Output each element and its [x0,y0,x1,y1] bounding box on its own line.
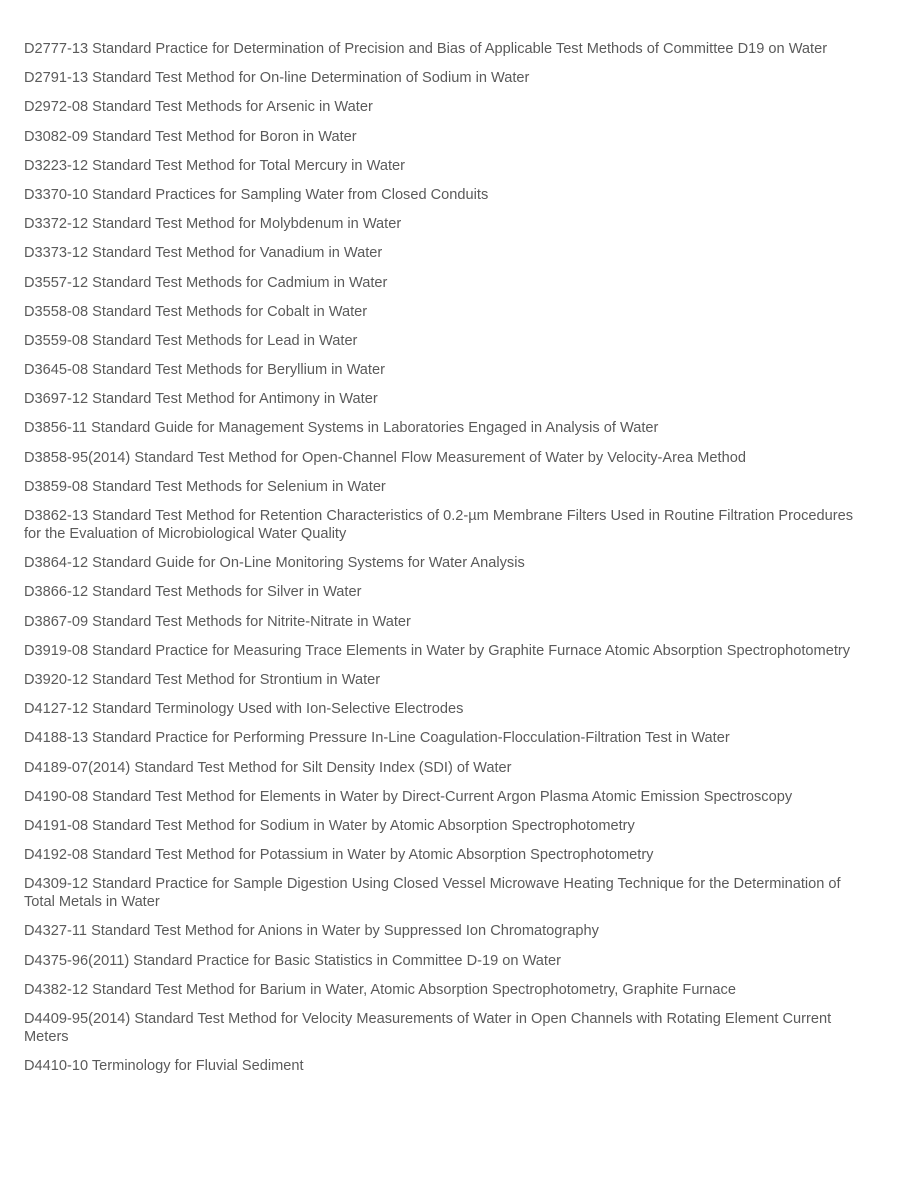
list-item: D3919-08 Standard Practice for Measuring Trace Elements in Water by Graphite Furnace Atomic Absorption Spectrophotometry [24,642,851,659]
list-item: D3372-12 Standard Test Method for Molybdenum in Water [24,216,402,233]
list-item: D2791-13 Standard Test Method for On-line Determination of Sodium in Water [24,70,530,87]
list-item: D4192-08 Standard Test Method for Potassium in Water by Atomic Absorption Spectrophotometry [24,847,654,864]
list-item: D3373-12 Standard Test Method for Vanadium in Water [24,245,383,262]
list-item: D2972-08 Standard Test Methods for Arsenic in Water [24,99,373,116]
list-item: D3370-10 Standard Practices for Sampling Water from Closed Conduits [24,186,489,203]
list-item: D4188-13 Standard Practice for Performing Pressure In-Line Coagulation-Flocculation-Filtration Test in Water [24,730,730,747]
list-item: D3856-11 Standard Guide for Management Systems in Laboratories Engaged in Analysis of Water [24,420,659,437]
standards-list [24,40,874,1075]
list-item: D3082-09 Standard Test Method for Boron in Water [24,128,357,145]
list-item: D3867-09 Standard Test Methods for Nitrite-Nitrate in Water [24,613,411,630]
list-item: D4410-10 Terminology for Fluvial Sediment [24,1058,304,1075]
document-page [24,40,874,1086]
list-item: D4327-11 Standard Test Method for Anions in Water by Suppressed Ion Chromatography [24,923,599,940]
list-item: D3864-12 Standard Guide for On-Line Monitoring Systems for Water Analysis [24,555,525,572]
list-item: D4191-08 Standard Test Method for Sodium in Water by Atomic Absorption Spectrophotometry [24,817,635,834]
list-item: D3858-95(2014) Standard Test Method for Open-Channel Flow Measurement of Water by Velocity-Area Method [24,449,746,466]
list-item: D3645-08 Standard Test Methods for Beryllium in Water [24,362,385,379]
list-item: D4382-12 Standard Test Method for Barium in Water, Atomic Absorption Spectrophotometry, Graphite Furnace [24,981,736,998]
list-item: D3859-08 Standard Test Methods for Selenium in Water [24,478,386,495]
list-item: D4409-95(2014) Standard Test Method for Velocity Measurements of Water in Open Channels with Rotating Element Current Meters [24,1011,832,1045]
list-item: D3697-12 Standard Test Method for Antimony in Water [24,391,378,408]
list-item: D4309-12 Standard Practice for Sample Digestion Using Closed Vessel Microwave Heating Technique for the Determination of Total Metals in Water [24,876,841,911]
list-item: D4127-12 Standard Terminology Used with Ion-Selective Electrodes [24,701,464,718]
list-item: D3862-13 Standard Test Method for Retention Characteristics of 0.2-µm Membrane Filters Used in Routine Filtration Procedures for the Evaluation of Microbiological Water Quality [24,508,854,542]
list-item: D2777-13 Standard Practice for Determination of Precision and Bias of Applicable Test Methods of Committee D19 on Water [24,41,828,57]
list-item: D3557-12 Standard Test Methods for Cadmium in Water [24,274,388,291]
list-item: D3866-12 Standard Test Methods for Silver in Water [24,584,362,601]
list-item: D3223-12 Standard Test Method for Total Mercury in Water [24,157,405,174]
list-item: D3559-08 Standard Test Methods for Lead in Water [24,332,358,349]
list-item: D4189-07(2014) Standard Test Method for Silt Density Index (SDI) of Water [24,759,512,776]
list-item: D3920-12 Standard Test Method for Strontium in Water [24,671,381,688]
list-item: D4190-08 Standard Test Method for Elements in Water by Direct-Current Argon Plasma Atomic Emission Spectroscopy [24,788,793,805]
list-item: D3558-08 Standard Test Methods for Cobalt in Water [24,303,368,320]
list-item: D4375-96(2011) Standard Practice for Basic Statistics in Committee D-19 on Water [24,952,561,969]
